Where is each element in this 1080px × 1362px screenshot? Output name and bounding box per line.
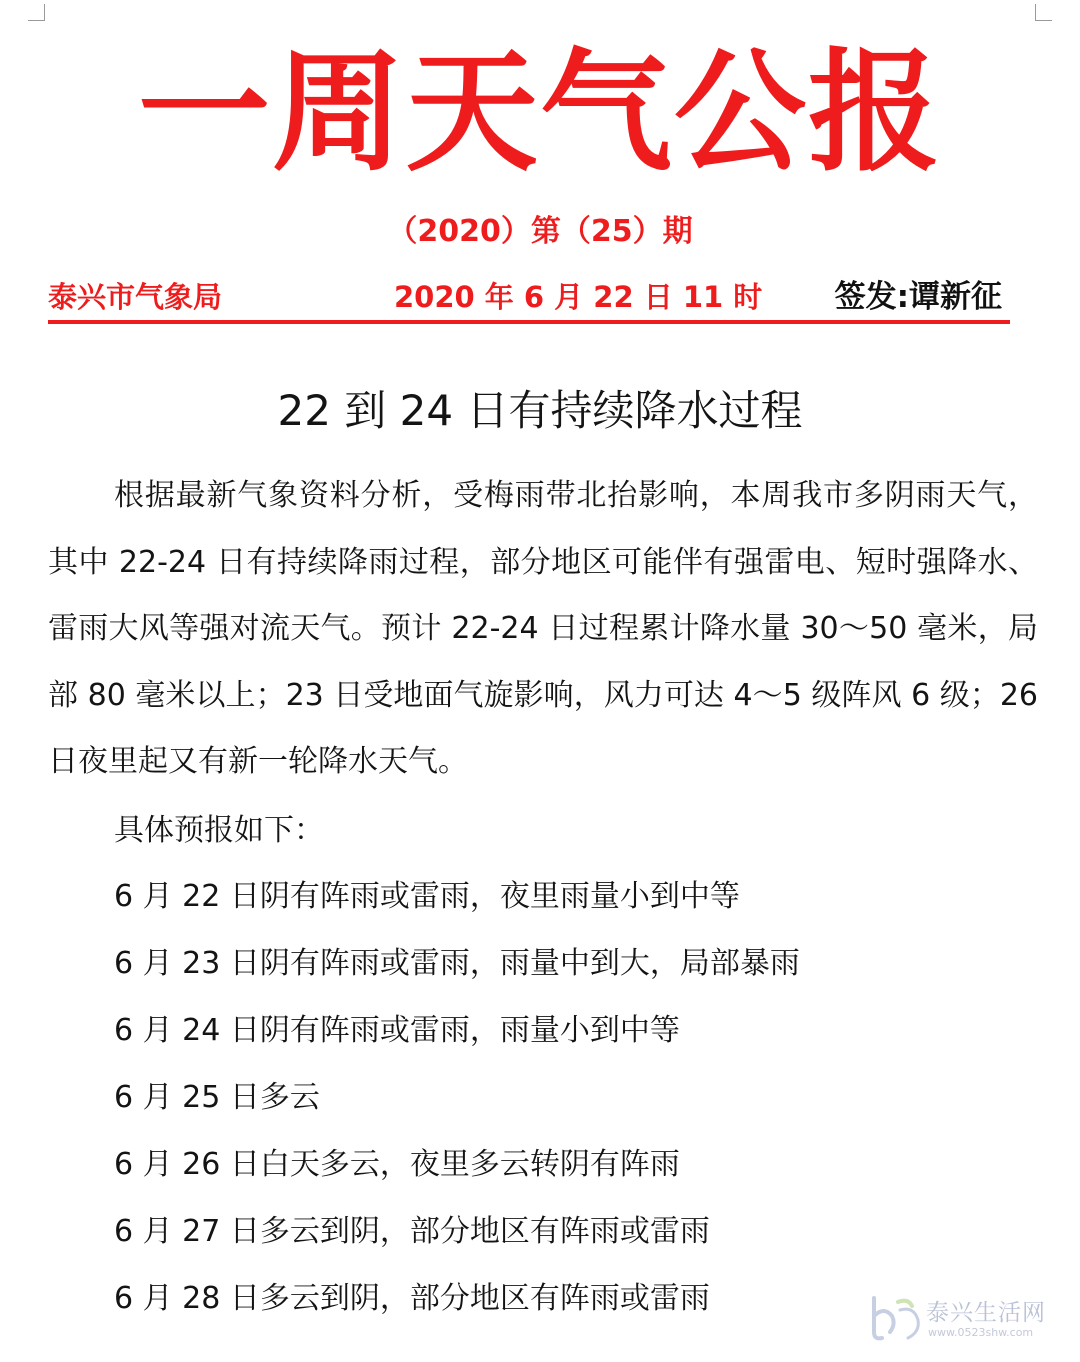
issue-date: 2020 年 6 月 22 日 11 时 bbox=[394, 280, 763, 314]
bulletin-masthead: 一周天气公报 bbox=[138, 36, 942, 190]
watermark-site-url: www.0523shw.com bbox=[928, 1326, 1034, 1339]
page-corner-mark-left bbox=[28, 4, 45, 21]
forecast-item: 6 月 25 日多云 bbox=[114, 1080, 320, 1115]
watermark-site-name: 泰兴生活网 bbox=[926, 1300, 1046, 1326]
article-headline: 22 到 24 日有持续降水过程 bbox=[277, 386, 803, 435]
site-watermark bbox=[868, 1290, 1068, 1350]
forecast-item: 6 月 28 日多云到阴，部分地区有阵雨或雷雨 bbox=[114, 1281, 710, 1316]
forecast-list bbox=[114, 864, 800, 1333]
site-logo-icon bbox=[868, 1292, 924, 1344]
article-summary: 根据最新气象资料分析，受梅雨带北抬影响，本周我市多阴雨天气，其中 22-24 日有持续降雨过程，部分地区可能伴有强雷电、短时强降水、雷雨大风等强对流天气。预计 22-24 日过程累计降水量 30～50 毫米，局部 80 毫米以上；23 日受地面气旋影响，风力可达 4～5 级阵风 6 级；26 日夜里起又有新一轮降水天气。 bbox=[48, 478, 1038, 779]
issuing-agency: 泰兴市气象局 bbox=[48, 280, 223, 314]
forecast-item: 6 月 24 日阴有阵雨或雷雨，雨量小到中等 bbox=[114, 1013, 680, 1048]
issue-number: （2020）第（25）期 bbox=[387, 214, 693, 249]
page-corner-mark-right bbox=[1035, 4, 1052, 21]
forecast-item: 6 月 22 日阴有阵雨或雷雨，夜里雨量小到中等 bbox=[114, 879, 740, 914]
forecast-item: 6 月 27 日多云到阴，部分地区有阵雨或雷雨 bbox=[114, 1214, 710, 1249]
bulletin-info-row bbox=[48, 274, 1010, 320]
forecast-intro: 具体预报如下： bbox=[114, 813, 324, 848]
forecast-item: 6 月 26 日白天多云，夜里多云转阴有阵雨 bbox=[114, 1147, 680, 1182]
header-divider bbox=[48, 320, 1010, 324]
signer: 签发:谭新征 bbox=[834, 279, 1002, 315]
forecast-item: 6 月 23 日阴有阵雨或雷雨，雨量中到大，局部暴雨 bbox=[114, 946, 800, 981]
